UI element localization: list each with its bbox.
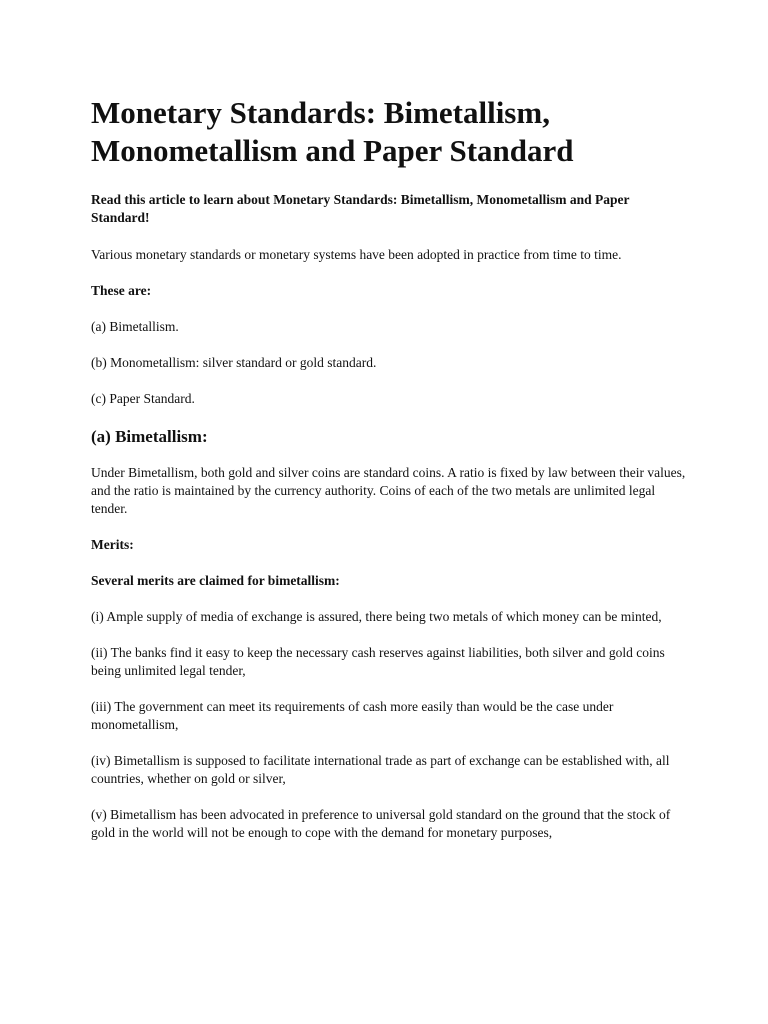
article-title: Monetary Standards: Bimetallism, Monometallism and Paper Standard: [91, 95, 574, 168]
merits-intro: Several merits are claimed for bimetallism:: [91, 573, 340, 588]
paragraph-monetary-systems: Various monetary standards or monetary systems have been adopted in practice from time to time.: [91, 247, 622, 262]
paragraph-bimetallism-definition: Under Bimetallism, both gold and silver coins are standard coins. A ratio is fixed by law between their values, and the ratio is maintained by the currency authority. Coins of each of the two metals are unlimited legal tender.: [91, 465, 686, 516]
section-heading-bimetallism: (a) Bimetallism:: [91, 427, 208, 446]
article-intro: Read this article to learn about Monetary Standards: Bimetallism, Monometallism and Paper Standard!: [91, 192, 630, 225]
merit-item-2: (ii) The banks find it easy to keep the necessary cash reserves against liabilities, both silver and gold coins being unlimited legal tender,: [91, 645, 665, 678]
these-are-label: These are:: [91, 283, 152, 298]
list-item-monometallism: (b) Monometallism: silver standard or gold standard.: [91, 355, 377, 370]
list-item-paper-standard: (c) Paper Standard.: [91, 391, 195, 406]
merit-item-5: (v) Bimetallism has been advocated in preference to universal gold standard on the ground that the stock of gold in the world will not be enough to cope with the demand for monetary purposes,: [91, 807, 671, 840]
merit-item-1: (i) Ample supply of media of exchange is assured, there being two metals of which money can be minted,: [91, 609, 662, 624]
merit-item-3: (iii) The government can meet its requirements of cash more easily than would be the case under monometallism,: [91, 699, 614, 732]
article: [91, 94, 691, 860]
merits-label: Merits:: [91, 537, 134, 552]
list-item-bimetallism: (a) Bimetallism.: [91, 319, 179, 334]
merit-item-4: (iv) Bimetallism is supposed to facilitate international trade as part of exchange can be established with, all countries, whether on gold or silver,: [91, 753, 670, 786]
